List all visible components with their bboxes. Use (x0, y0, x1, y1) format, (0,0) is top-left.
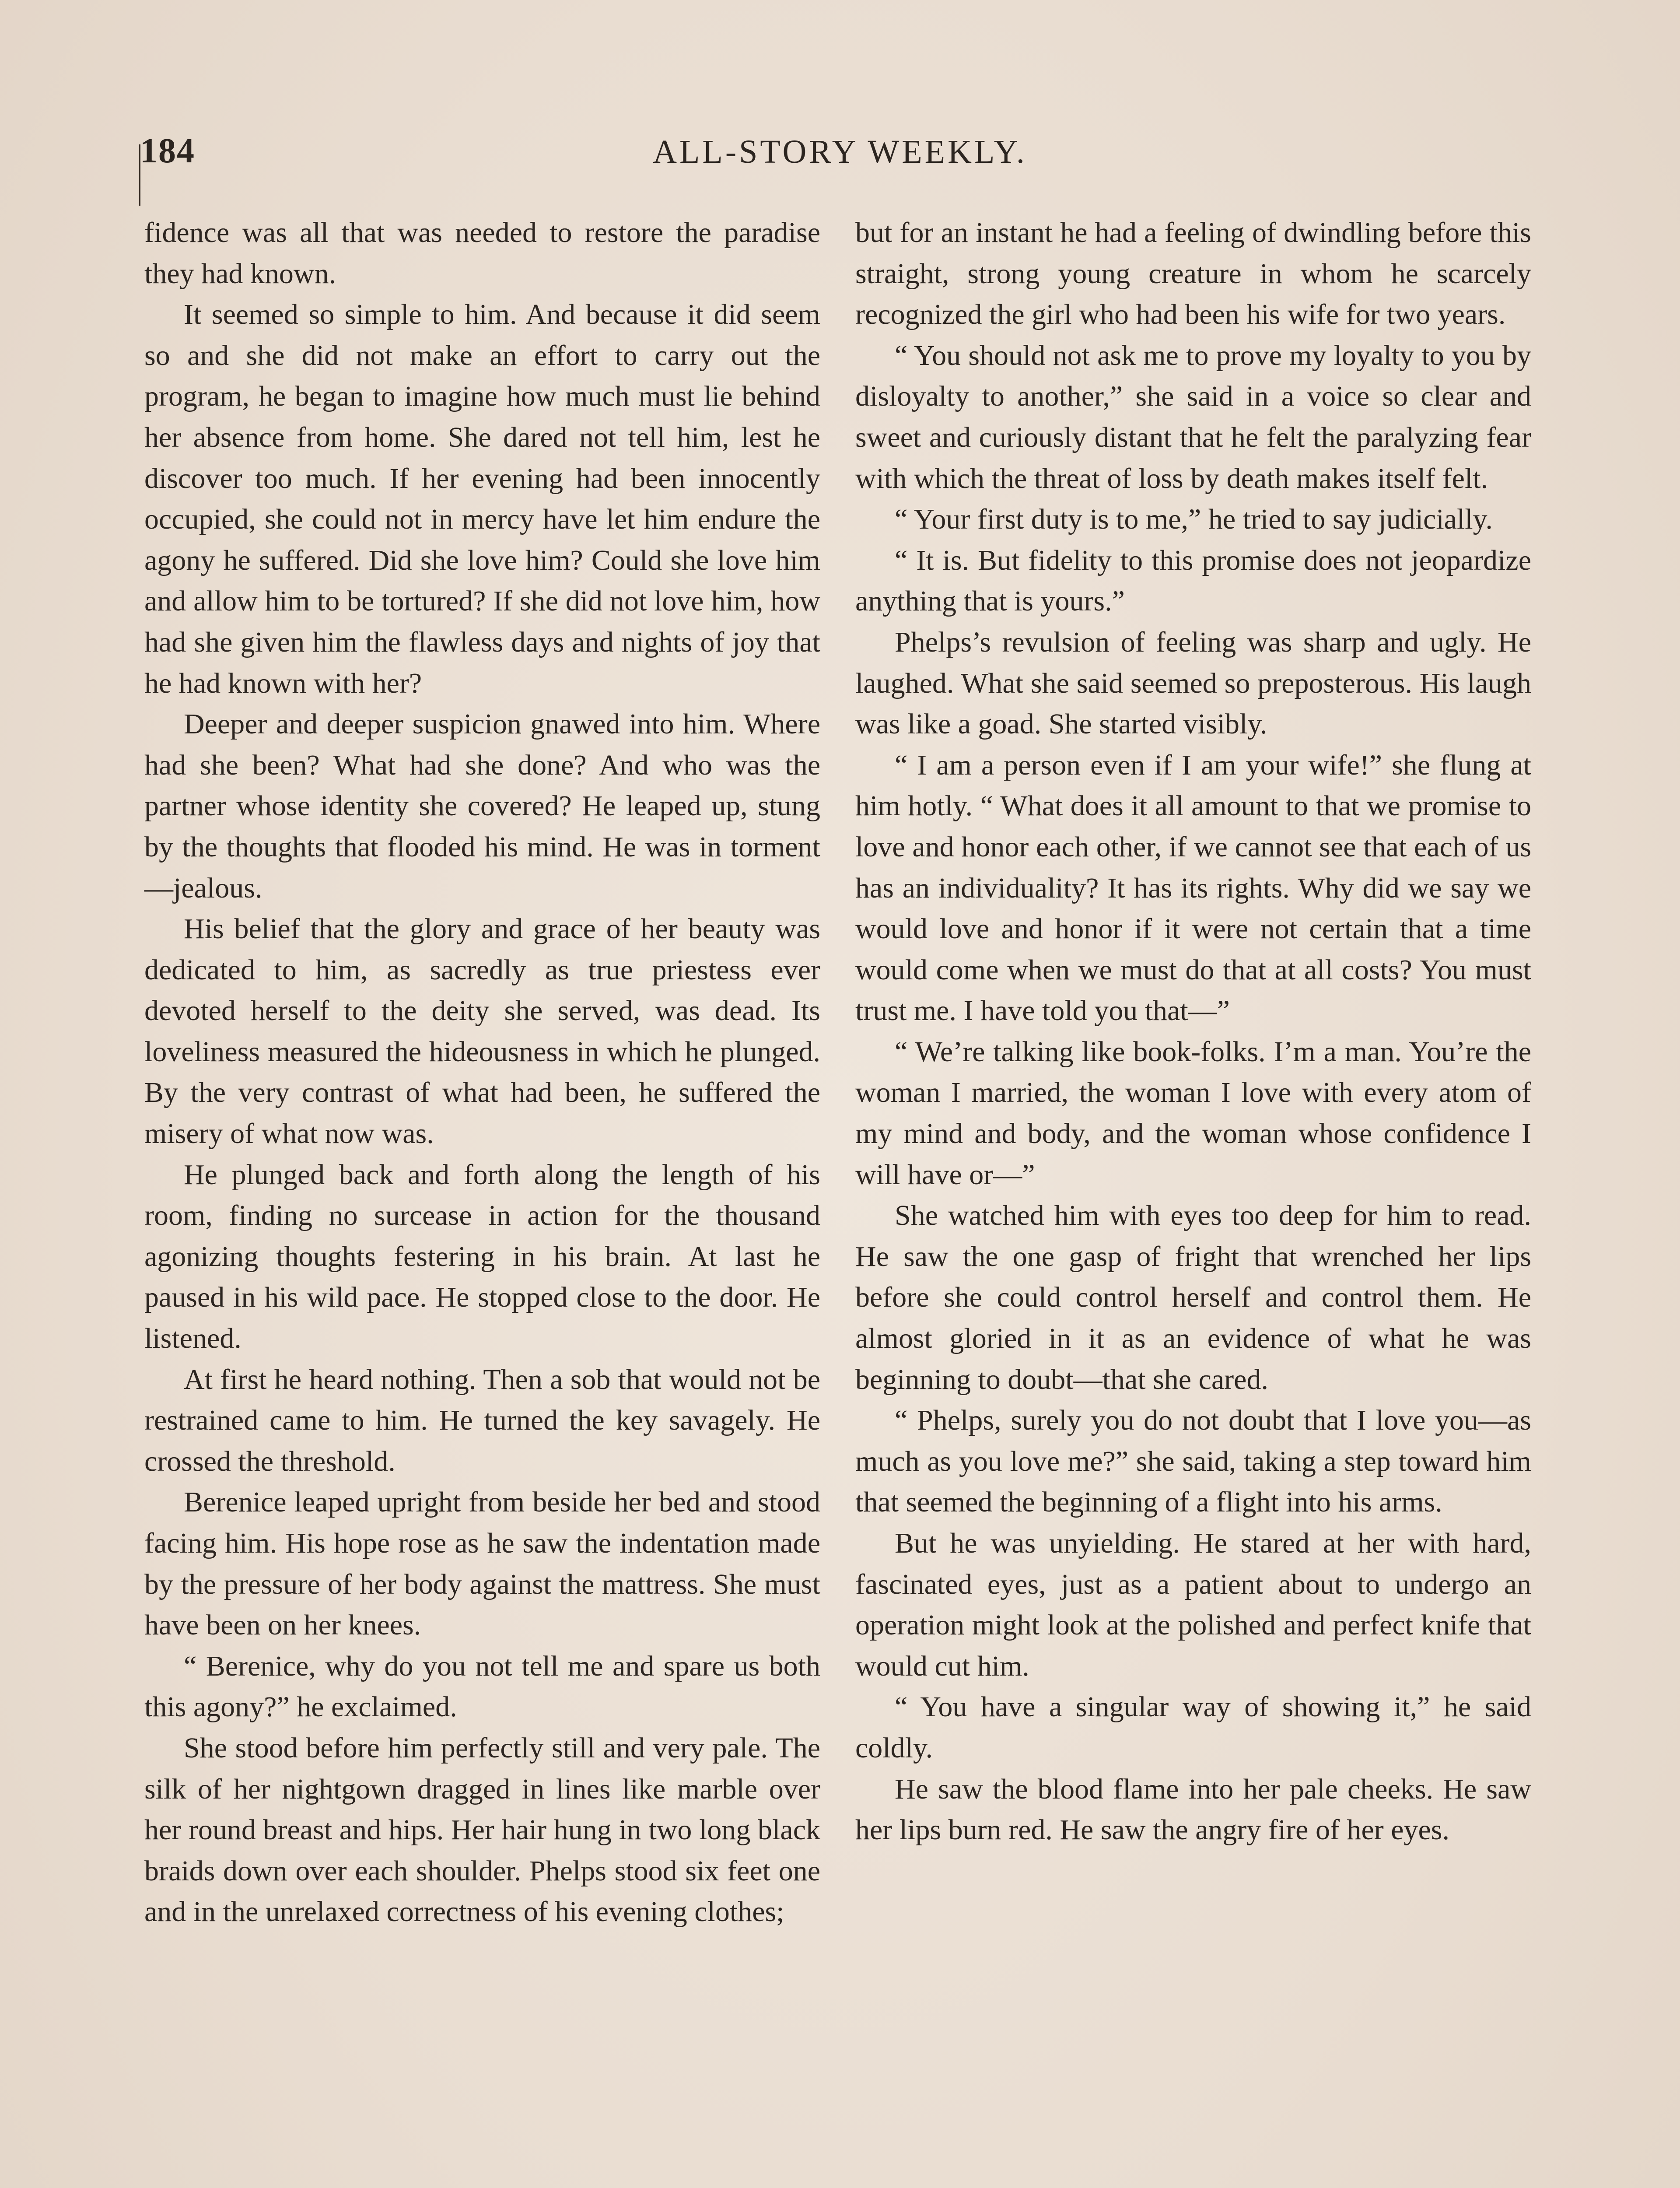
left-column (144, 212, 820, 1932)
paragraph: “ You have a singular way of showing it,” he said coldly. (855, 1691, 1531, 1764)
paragraph: “ It is. But fidelity to this promise does not jeopardize anything that is yours.” (855, 544, 1531, 617)
paragraph: “ You should not ask me to prove my loyalty to you by disloyalty to another,” she said in a voice so clear and sweet and curiously distant that he felt the paralyzing fear with which the threat of loss by death makes itself felt. (855, 339, 1531, 494)
paragraph: “ Berenice, why do you not tell me and spare us both this agony?” he exclaimed. (144, 1650, 820, 1723)
paragraph: Phelps’s revulsion of feeling was sharp and ugly. He laughed. What she said seemed so preposterous. His laugh was like a goad. She started visibly. (855, 626, 1531, 740)
paragraph: fidence was all that was needed to restore the paradise they had known. (144, 217, 820, 290)
paragraph: He saw the blood flame into her pale cheeks. He saw her lips burn red. He saw the angry fire of her eyes. (855, 1773, 1531, 1846)
paragraph: It seemed so simple to him. And because it did seem so and she did not make an effort to carry out the program, he began to imagine how much must lie behind her absence from home. She dared not tell him, lest he discover too much. If her evening had been innocently occupied, she could not in mercy have let him endure the agony he suffered. Did she love him? Could she love him and allow him to be tortured? If she did not love him, how had she given him the flawless days and nights of joy that he had known with her? (144, 298, 820, 699)
paragraph: At first he heard nothing. Then a sob that would not be restrained came to him. He turned the key savagely. He crossed the threshold. (144, 1363, 820, 1477)
paragraph: but for an instant he had a feeling of dwindling before this straight, strong young creature in whom he scarcely recognized the girl who had been his wife for two years. (855, 217, 1531, 331)
paragraph: Berenice leaped upright from beside her bed and stood facing him. His hope rose as he saw the indentation made by the pressure of her body against the mattress. She must have been on her knees. (144, 1486, 820, 1641)
paragraph: She watched him with eyes too deep for him to read. He saw the one gasp of fright that wrenched her lips before she could control herself and control them. He almost gloried in it as an evidence of what he was beginning to doubt—that she cared. (855, 1199, 1531, 1396)
page-number: 184 (140, 132, 195, 170)
page-header (140, 131, 1540, 184)
paragraph: Deeper and deeper suspicion gnawed into him. Where had she been? What had she done? And who was the partner whose identity she covered? He leaped up, stung by the thoughts that flooded his mind. He was in torment—jealous. (144, 708, 820, 904)
paragraph: “ I am a person even if I am your wife!” she flung at him hotly. “ What does it all amount to that we promise to love and honor each other, if we cannot see that each of us has an individuality? It has its rights. Why did we say we would love and honor if it were not certain that a time would come when we must do that at all costs? You must trust me. I have told you that—” (855, 749, 1531, 1027)
paragraph: His belief that the glory and grace of her beauty was dedicated to him, as sacredly as true priestess ever devoted herself to the deity she served, was dead. Its loveliness measured the hideousness in which he plunged. By the very contrast of what had been, he suffered the misery of what now was. (144, 913, 820, 1150)
right-column (855, 212, 1531, 1851)
paragraph: She stood before him perfectly still and very pale. The silk of her nightgown dragged in lines like marble over her round breast and hips. Her hair hung in two long black braids down over each shoulder. Phelps stood six feet one and in the unrelaxed correctness of his evening clothes; (144, 1732, 820, 1928)
paragraph: “ Phelps, surely you do not doubt that I love you—as much as you love me?” she said, taking a step toward him that seemed the beginning of a flight into his arms. (855, 1404, 1531, 1518)
paragraph: He plunged back and forth along the length of his room, finding no surcease in action for the thousand agonizing thoughts festering in his brain. At last he paused in his wild pace. He stopped close to the door. He listened. (144, 1158, 820, 1355)
running-head: ALL-STORY WEEKLY. (653, 133, 1027, 170)
paragraph: “ Your first duty is to me,” he tried to say judicially. (895, 503, 1493, 536)
paragraph: But he was unyielding. He stared at her with hard, fascinated eyes, just as a patient about to undergo an operation might look at the polished and perfect knife that would cut him. (855, 1527, 1531, 1682)
paragraph: “ We’re talking like book-folks. I’m a man. You’re the woman I married, the woman I love with every atom of my mind and body, and the woman whose confidence I will have or—” (855, 1035, 1531, 1191)
